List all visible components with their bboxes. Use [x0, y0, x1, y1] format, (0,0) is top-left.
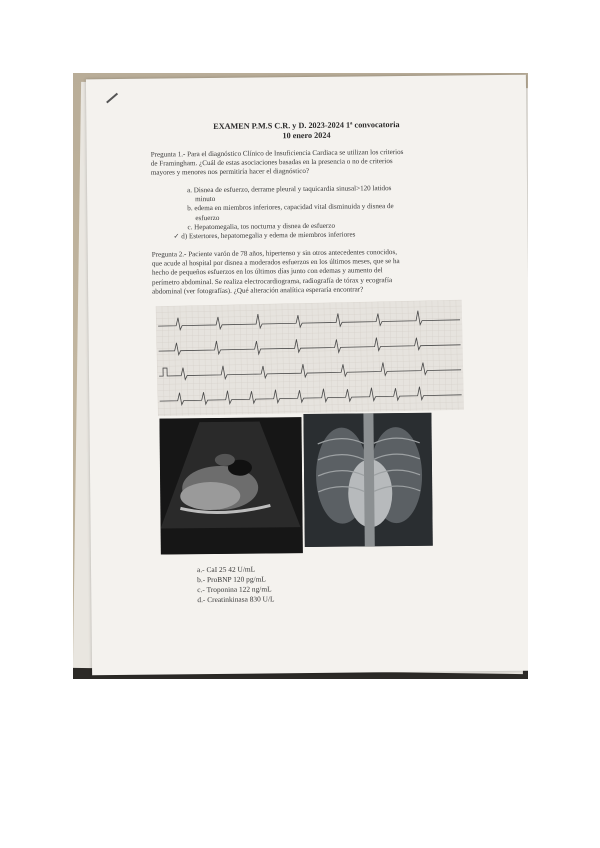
option-d-marked: ✓ d) Estertores, hepatomegalia y edema de miembros inferiores — [173, 230, 356, 241]
pencil-mark-icon — [106, 93, 118, 104]
chest-xray-image — [303, 413, 432, 547]
exam-title: EXAMEN P.M.S C.R. y D. 2023-2024 1ª convocatoria — [213, 120, 400, 131]
option-a-cont: minuto — [195, 195, 216, 204]
ecg-image — [156, 300, 464, 416]
ultrasound-image — [159, 417, 302, 554]
question-1-line: mayores y menores nos permitiría hacer el diagnóstico? — [150, 167, 310, 178]
question-2-line: perímetro abdominal. Se realiza electrocardiograma, radiografía de tórax y ecografía — [151, 275, 393, 287]
ecg-trace — [156, 300, 464, 416]
question-1-line: de Framingham. ¿Cuál de estas asociaciones basadas en la presencia o no de criterios — [150, 157, 393, 168]
question-1 — [151, 148, 404, 178]
question-2-line: abdominal (ver fotografías). ¿Qué alteración analítica esperaría encontrar? — [152, 285, 364, 296]
exam-date: 10 enero 2024 — [282, 130, 331, 141]
question-2-line: Pregunta 2.- Paciente varón de 78 años, hipertenso y sin otros antecedentes conocidos, — [151, 248, 398, 259]
ultrasound-scan — [159, 417, 302, 554]
answer-d: d.- Creatinkinasa 830 U/L — [197, 594, 275, 605]
question-2-line: hecho de pequeños esfuerzos en los últimos días junto con edemas y aumento del — [151, 266, 383, 278]
answer-b: b.- ProBNP 120 pg/mL — [197, 574, 266, 585]
question-1-line: Pregunta 1.- Para el diagnóstico Clínico de Insuficiencia Cardiaca se utilizan los criterios — [150, 147, 404, 159]
question-2-answers — [197, 564, 275, 605]
question-1-options — [173, 184, 394, 241]
question-2-line: que acude al hospital por disnea a moderados esfuerzos en los últimos meses, que se ha — [151, 257, 400, 268]
exam-sheet — [86, 75, 528, 676]
question-2 — [152, 248, 400, 297]
exam-photo — [73, 73, 528, 679]
option-b-cont: esfuerzo — [195, 213, 220, 222]
answer-c: c.- Troponina 122 ng/mL — [197, 584, 272, 595]
option-b: b. edema en miembros inferiores, capacidad vital disminuida y disnea de — [187, 202, 394, 213]
chest-xray — [303, 413, 432, 547]
option-a: a. Disnea de esfuerzo, derrame pleural y taquicardia sinusal>120 latidos — [187, 184, 392, 195]
option-c: c. Hepatomegalia, tos nocturna y disnea de esfuerzo — [187, 221, 336, 232]
answer-a: a.- CaI 25 42 U/mL — [196, 564, 256, 575]
